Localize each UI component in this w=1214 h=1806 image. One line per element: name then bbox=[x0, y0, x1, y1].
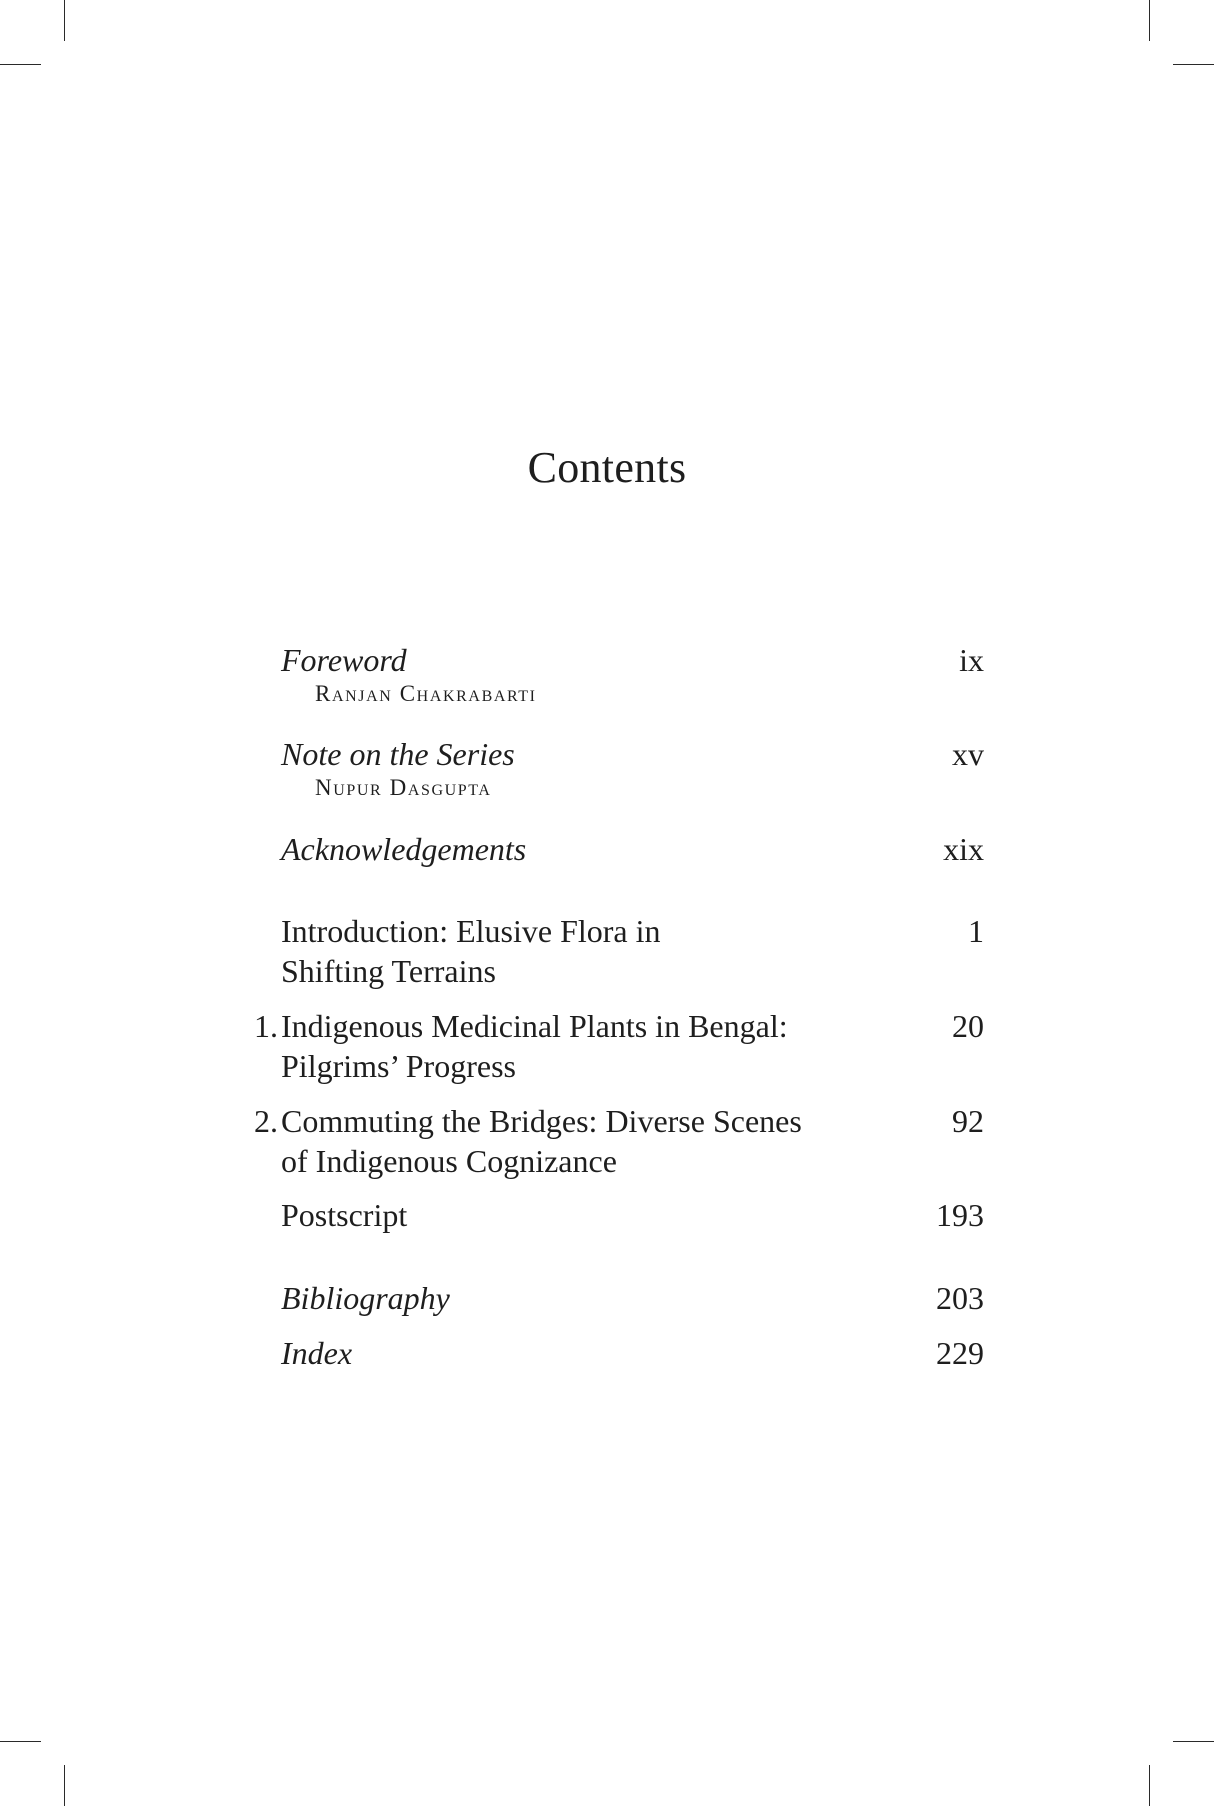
entry-title: Bibliography bbox=[281, 1280, 450, 1316]
entry-title-line: Shifting Terrains bbox=[281, 953, 496, 989]
toc-entry-chapter-2 bbox=[232, 1101, 984, 1181]
crop-mark bbox=[64, 0, 65, 41]
toc-entry-bibliography bbox=[232, 1278, 984, 1318]
toc-entry-introduction bbox=[232, 911, 984, 991]
entry-page-number: 229 bbox=[936, 1335, 984, 1371]
toc-entry-note-on-series bbox=[232, 734, 984, 802]
entry-page-number: 193 bbox=[936, 1197, 984, 1233]
crop-mark bbox=[1173, 64, 1214, 65]
toc-entry-acknowledgements bbox=[232, 829, 984, 869]
entry-page-number: xv bbox=[952, 736, 984, 772]
entry-page-number: 1 bbox=[968, 913, 984, 949]
entry-page-number: 20 bbox=[952, 1008, 984, 1044]
entry-page-number: ix bbox=[959, 642, 984, 678]
crop-mark bbox=[64, 1765, 65, 1806]
entry-author: Nupur Dasgupta bbox=[315, 775, 492, 800]
toc-entry-postscript bbox=[232, 1195, 984, 1235]
entry-title-line: Indigenous Medicinal Plants in Bengal: bbox=[281, 1008, 788, 1044]
entry-title: Acknowledgements bbox=[281, 831, 527, 867]
entry-title-line: Commuting the Bridges: Diverse Scenes bbox=[281, 1103, 802, 1139]
entry-title: Postscript bbox=[281, 1197, 408, 1233]
crop-mark bbox=[0, 1741, 41, 1742]
toc-entry-index bbox=[232, 1333, 984, 1373]
page-title: Contents bbox=[527, 443, 687, 492]
crop-mark bbox=[1173, 1741, 1214, 1742]
entry-title: Index bbox=[281, 1335, 353, 1371]
entry-title-line: Introduction: Elusive Flora in bbox=[281, 913, 661, 949]
crop-mark bbox=[0, 64, 41, 65]
entry-title-line: of Indigenous Cognizance bbox=[281, 1143, 617, 1179]
entry-number: 2. bbox=[254, 1103, 278, 1139]
crop-mark bbox=[1149, 0, 1150, 41]
entry-title-line: Pilgrims’ Progress bbox=[281, 1048, 516, 1084]
toc-entry-foreword bbox=[232, 640, 984, 708]
crop-mark bbox=[1149, 1765, 1150, 1806]
entry-page-number: 92 bbox=[952, 1103, 984, 1139]
entry-title: Foreword bbox=[281, 642, 407, 678]
entry-title: Note on the Series bbox=[281, 736, 515, 772]
entry-number: 1. bbox=[254, 1008, 278, 1044]
entry-page-number: xix bbox=[943, 831, 984, 867]
toc-entry-chapter-1 bbox=[232, 1006, 984, 1086]
entry-page-number: 203 bbox=[936, 1280, 984, 1316]
entry-author: Ranjan Chakrabarti bbox=[315, 681, 537, 706]
